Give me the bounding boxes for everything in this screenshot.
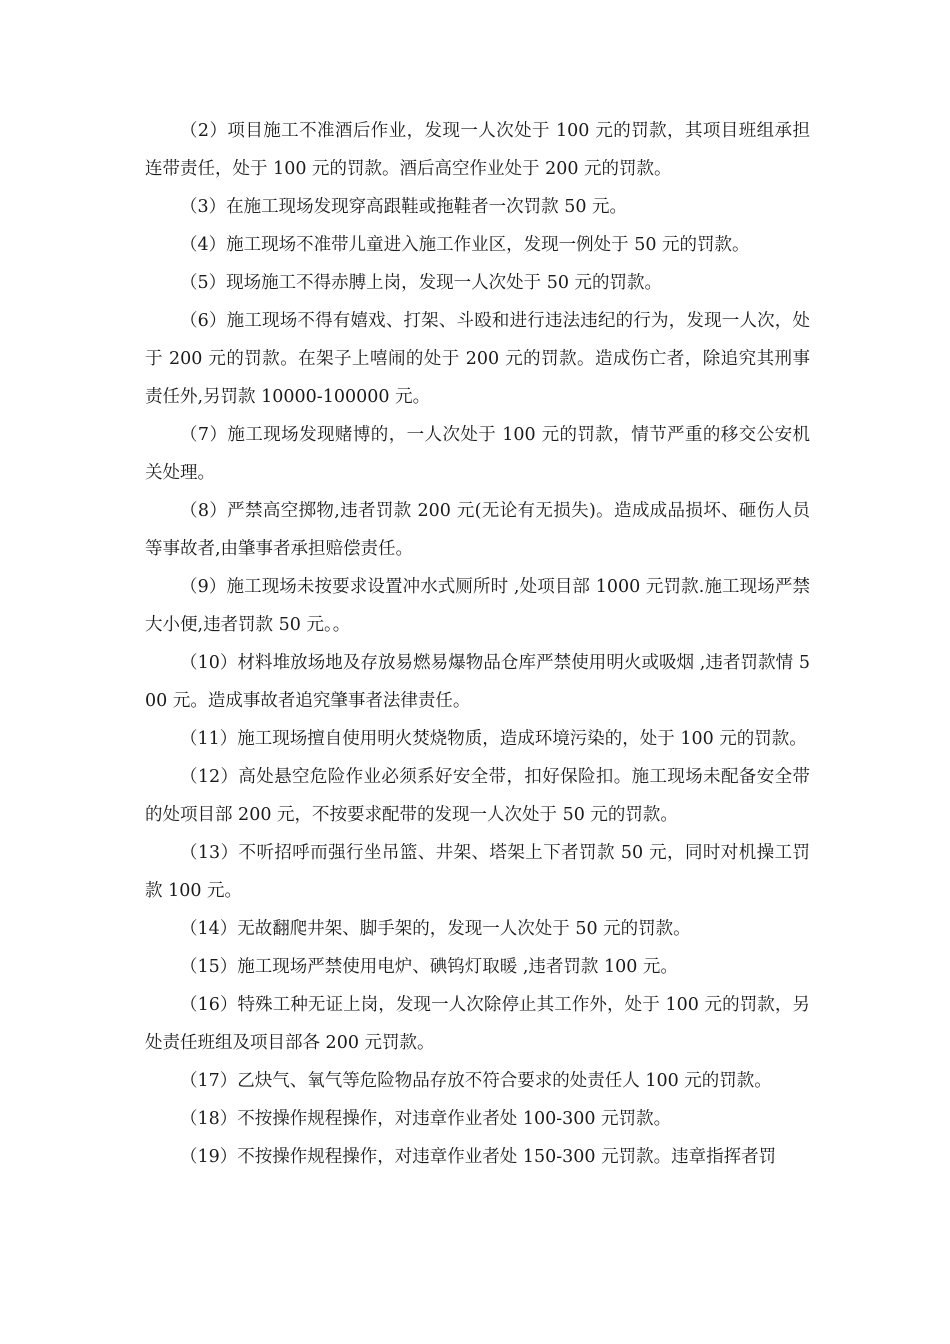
paragraph-item-15: （15）施工现场严禁使用电炉、碘钨灯取暖 ,违者罚款 100 元。: [180, 957, 678, 977]
paragraph-item-13: （13）不听招呼而强行坐吊篮、井架、塔架上下者罚款 50 元，同时对机操工罚款 100 元。: [145, 843, 810, 901]
paragraph-item-18: （18）不按操作规程操作，对违章作业者处 100-300 元罚款。: [180, 1109, 672, 1129]
paragraph-item-11: （11）施工现场擅自使用明火焚烧物质，造成环境污染的，处于 100 元的罚款。: [180, 729, 807, 749]
paragraph-item-16: （16）特殊工种无证上岗，发现一人次除停止其工作外，处于 100 元的罚款，另处责任班组及项目部各 200 元罚款。: [145, 995, 810, 1053]
paragraph-item-19: （19）不按操作规程操作，对违章作业者处 150-300 元罚款。违章指挥者罚: [180, 1147, 777, 1167]
paragraph-item-17: （17）乙炔气、氧气等危险物品存放不符合要求的处责任人 100 元的罚款。: [180, 1071, 772, 1091]
paragraph-item-9: （9）施工现场未按要求设置冲水式厕所时 ,处项目部 1000 元罚款.施工现场严禁大小便,违者罚款 50 元。。: [145, 577, 810, 635]
paragraph-item-5: （5）现场施工不得赤膊上岗，发现一人次处于 50 元的罚款。: [180, 273, 663, 293]
paragraph-item-12: （12）高处悬空危险作业必须系好安全带，扣好保险扣。施工现场未配备安全带的处项目部 200 元，不按要求配带的发现一人次处于 50 元的罚款。: [145, 767, 810, 825]
paragraph-item-4: （4）施工现场不准带儿童进入施工作业区，发现一例处于 50 元的罚款。: [180, 235, 750, 255]
paragraph-item-3: （3）在施工现场发现穿高跟鞋或拖鞋者一次罚款 50 元。: [180, 197, 628, 217]
document-body: [145, 112, 810, 1176]
paragraph-item-14: （14）无故翻爬井架、脚手架的，发现一人次处于 50 元的罚款。: [180, 919, 691, 939]
paragraph-item-6: （6）施工现场不得有嬉戏、打架、斗殴和进行违法违纪的行为，发现一人次，处于 200 元的罚款。在架子上嘻闹的处于 200 元的罚款。造成伤亡者，除追究其刑事责任外,另罚款 10000-100000 元。: [145, 311, 810, 407]
paragraph-item-10: （10）材料堆放场地及存放易燃易爆物品仓库严禁使用明火或吸烟 ,违者罚款情 500 元。造成事故者追究肇事者法律责任。: [145, 653, 810, 711]
paragraph-item-2: （2）项目施工不准酒后作业，发现一人次处于 100 元的罚款，其项目班组承担连带责任，处于 100 元的罚款。酒后高空作业处于 200 元的罚款。: [145, 121, 810, 179]
paragraph-item-7: （7）施工现场发现赌博的，一人次处于 100 元的罚款，情节严重的移交公安机关处理。: [145, 425, 810, 483]
paragraph-item-8: （8）严禁高空掷物,违者罚款 200 元(无论有无损失)。造成成品损坏、砸伤人员等事故者,由肇事者承担赔偿责任。: [145, 501, 810, 559]
